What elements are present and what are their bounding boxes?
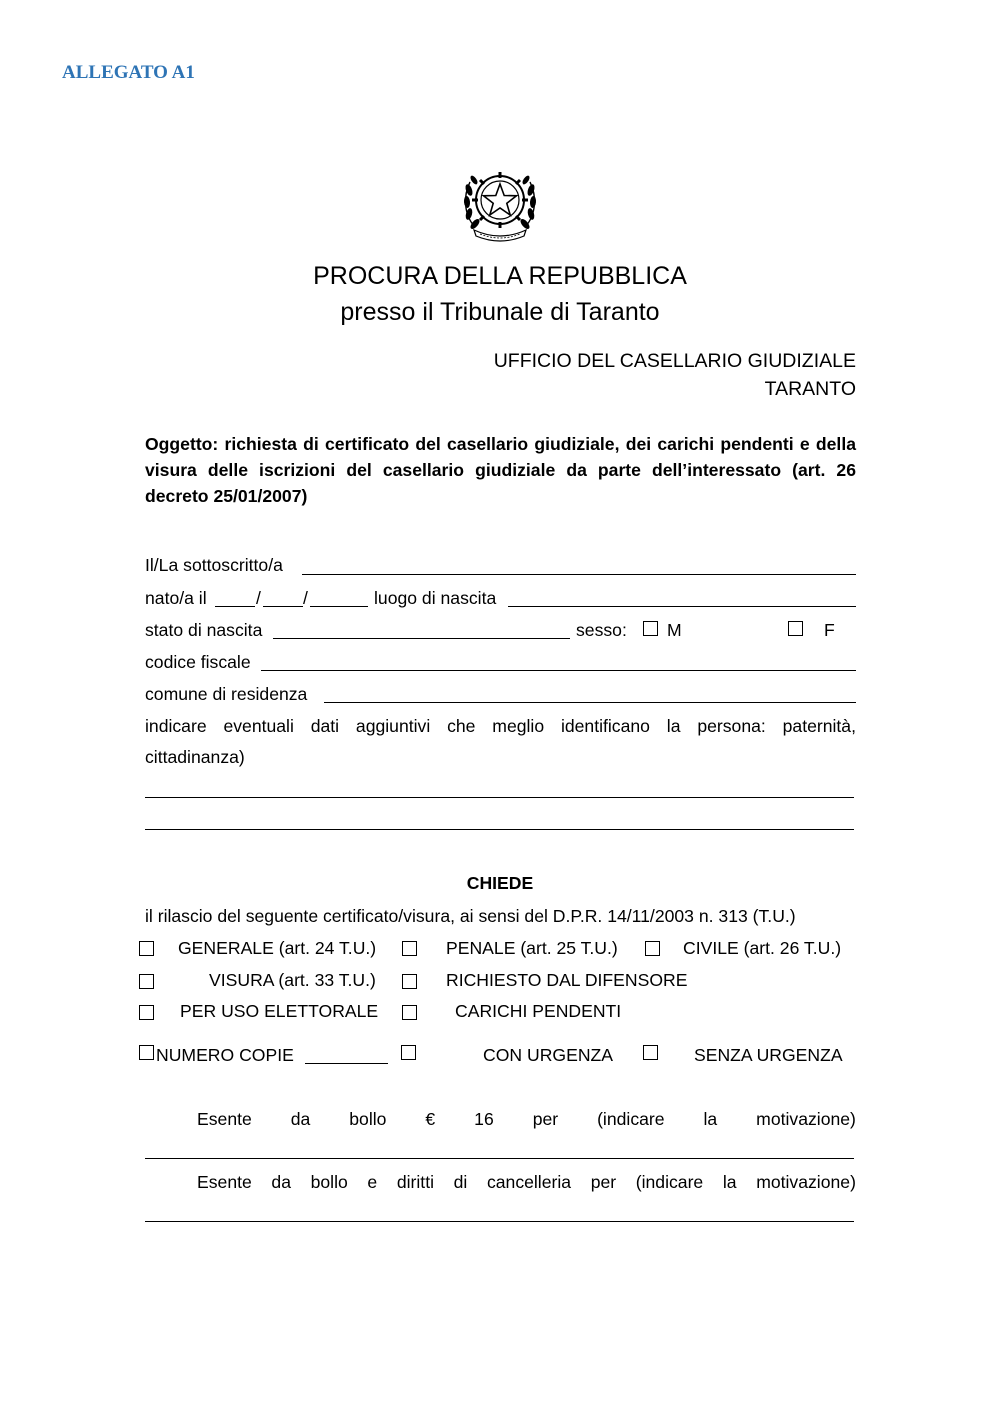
department-name: UFFICIO DEL CASELLARIO GIUDIZIALE (493, 350, 856, 372)
codice-label: codice fiscale (145, 652, 251, 672)
esente-word: (indicare (597, 1109, 665, 1129)
sesso-label: sesso: (576, 620, 627, 640)
esente-word: Esente (197, 1172, 252, 1192)
dati-word: meglio (492, 716, 545, 736)
esente-word: la (703, 1109, 718, 1129)
elettorale-label: PER USO ELETTORALE (180, 1001, 379, 1021)
esente-word: cancelleria (486, 1172, 572, 1192)
senza-urgenza-label: SENZA URGENZA (694, 1045, 843, 1065)
dati-word: dati (310, 716, 340, 736)
esente-bollo-line (197, 1109, 856, 1130)
dati-word: persona: (697, 716, 766, 736)
sesso-m-label: M (667, 620, 682, 640)
dati-aggiuntivi-end: cittadinanza) (145, 747, 245, 767)
difensore-checkbox[interactable] (402, 974, 417, 989)
visura-label: VISURA (art. 33 T.U.) (209, 970, 376, 990)
comune-field[interactable] (324, 702, 856, 703)
sesso-m-checkbox[interactable] (643, 621, 658, 636)
office-subtitle: presso il Tribunale di Taranto (340, 298, 660, 326)
penale-checkbox[interactable] (402, 941, 417, 956)
birth-month-field[interactable] (263, 606, 303, 607)
visura-checkbox[interactable] (139, 974, 154, 989)
carichi-label: CARICHI PENDENTI (455, 1001, 622, 1021)
esente-word: di (453, 1172, 468, 1192)
dati-word: identificano (560, 716, 650, 736)
esente-word: motivazione) (756, 1109, 856, 1129)
esente-word: per (532, 1109, 559, 1129)
chiede-intro: il rilascio del seguente certificato/visura, ai sensi del D.P.R. 14/11/2003 n. 313 (T.U.) (145, 906, 796, 926)
generale-label: GENERALE (art. 24 T.U.) (178, 938, 377, 958)
dati-field-2[interactable] (145, 829, 854, 830)
department-city: TARANTO (764, 378, 856, 400)
birth-year-field[interactable] (310, 606, 368, 607)
date-separator: / (256, 588, 261, 608)
esente-word: per (590, 1172, 617, 1192)
sottoscritto-field[interactable] (302, 574, 856, 575)
sesso-f-checkbox[interactable] (788, 621, 803, 636)
civile-checkbox[interactable] (645, 941, 660, 956)
esente-word: la (722, 1172, 737, 1192)
luogo-field[interactable] (508, 606, 856, 607)
esente-word: (indicare (635, 1172, 704, 1192)
esente-word: e (367, 1172, 378, 1192)
date-separator: / (303, 588, 308, 608)
dati-aggiuntivi-line (145, 716, 856, 737)
dati-word: la (666, 716, 681, 736)
copie-checkbox[interactable] (139, 1045, 154, 1060)
dati-word: indicare (145, 716, 207, 736)
sottoscritto-label: Il/La sottoscritto/a (145, 555, 283, 575)
dati-field-1[interactable] (145, 797, 854, 798)
copie-field[interactable] (305, 1063, 388, 1064)
urgenza-checkbox[interactable] (401, 1045, 416, 1060)
esente-diritti-line (197, 1172, 856, 1193)
comune-label: comune di residenza (145, 684, 308, 704)
codice-field[interactable] (261, 670, 856, 671)
esente-word: motivazione) (756, 1172, 856, 1192)
esente-diritti-field[interactable] (145, 1221, 854, 1222)
generale-checkbox[interactable] (139, 941, 154, 956)
luogo-label: luogo di nascita (374, 588, 497, 608)
esente-bollo-field[interactable] (145, 1158, 854, 1159)
nato-label: nato/a il (145, 588, 207, 608)
subject-paragraph: Oggetto: richiesta di certificato del casellario giudiziale, dei carichi pendenti e della visura delle iscrizioni del casellario giudiziale da parte dell’interessato (art. 26 decreto 25/01/2007) (145, 434, 856, 506)
civile-label: CIVILE (art. 26 T.U.) (683, 938, 842, 958)
sesso-f-label: F (824, 620, 835, 640)
carichi-checkbox[interactable] (402, 1005, 417, 1020)
dati-word: eventuali (223, 716, 294, 736)
esente-word: bollo (349, 1109, 387, 1129)
esente-word: Esente (197, 1109, 252, 1129)
esente-word: da (271, 1172, 291, 1192)
esente-word: diritti (396, 1172, 434, 1192)
urgenza-label: CON URGENZA (483, 1045, 614, 1065)
office-title: PROCURA DELLA REPUBBLICA (313, 262, 687, 290)
dati-word: aggiuntivi (355, 716, 431, 736)
italian-republic-emblem-icon (460, 160, 540, 244)
senza-urgenza-checkbox[interactable] (643, 1045, 658, 1060)
dati-word: paternità, (782, 716, 856, 736)
stato-field[interactable] (273, 638, 570, 639)
elettorale-checkbox[interactable] (139, 1005, 154, 1020)
copie-label: NUMERO COPIE (156, 1045, 294, 1065)
penale-label: PENALE (art. 25 T.U.) (446, 938, 618, 958)
esente-word: da (290, 1109, 311, 1129)
stato-label: stato di nascita (145, 620, 263, 640)
allegato-label: ALLEGATO A1 (62, 62, 195, 83)
dati-word: che (447, 716, 476, 736)
difensore-label: RICHIESTO DAL DIFENSORE (446, 970, 688, 990)
chiede-title: CHIEDE (466, 873, 534, 893)
esente-word: € (425, 1109, 436, 1129)
birth-day-field[interactable] (215, 606, 255, 607)
esente-word: 16 (474, 1109, 494, 1129)
esente-word: bollo (310, 1172, 348, 1192)
